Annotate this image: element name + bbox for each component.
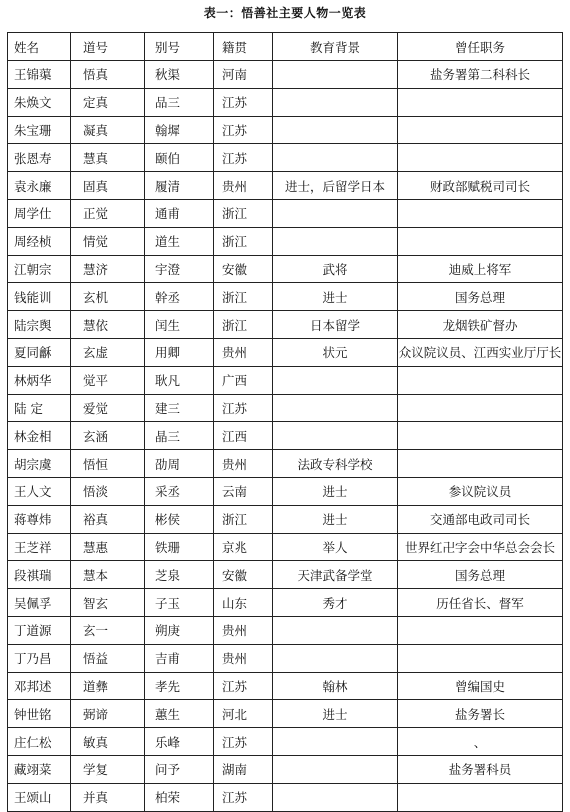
cell-dao-name: 悟益 [71, 644, 145, 672]
cell-native-place: 京兆 [214, 533, 273, 561]
cell-education [273, 422, 398, 450]
cell-positions: 交通部电政司司长 [398, 505, 563, 533]
table-header-row [8, 33, 563, 61]
table-body [8, 61, 563, 812]
cell-name: 庄仁松 [8, 728, 71, 756]
cell-dao-name: 凝真 [71, 116, 145, 144]
cell-education [273, 394, 398, 422]
cell-name: 王人文 [8, 477, 71, 505]
cell-dao-name: 敏真 [71, 728, 145, 756]
table-row [8, 227, 563, 255]
cell-name: 林金相 [8, 422, 71, 450]
cell-native-place: 江苏 [214, 728, 273, 756]
header-dao-name: 道号 [71, 33, 145, 61]
cell-education: 进士 [273, 477, 398, 505]
cell-positions: 盐务署第二科科长 [398, 61, 563, 89]
cell-name: 江朝宗 [8, 255, 71, 283]
cell-positions: 盐务署科员 [398, 755, 563, 783]
table-row [8, 561, 563, 589]
cell-positions [398, 644, 563, 672]
cell-alias: 铁珊 [145, 533, 214, 561]
cell-native-place: 江西 [214, 422, 273, 450]
cell-education [273, 366, 398, 394]
cell-dao-name: 情觉 [71, 227, 145, 255]
table-row [8, 700, 563, 728]
cell-education: 天津武备学堂 [273, 561, 398, 589]
cell-positions: 曾编国史 [398, 672, 563, 700]
cell-alias: 履清 [145, 172, 214, 200]
cell-education [273, 61, 398, 89]
cell-education: 翰林 [273, 672, 398, 700]
cell-name: 王颂山 [8, 783, 71, 811]
cell-native-place: 河北 [214, 700, 273, 728]
cell-education [273, 616, 398, 644]
cell-alias: 芝泉 [145, 561, 214, 589]
cell-dao-name: 裕真 [71, 505, 145, 533]
cell-dao-name: 道彝 [71, 672, 145, 700]
cell-alias: 闰生 [145, 311, 214, 339]
cell-alias: 品三 [145, 88, 214, 116]
cell-dao-name: 弼谛 [71, 700, 145, 728]
cell-dao-name: 觉平 [71, 366, 145, 394]
header-alias: 别号 [145, 33, 214, 61]
cell-alias: 通甫 [145, 199, 214, 227]
cell-native-place: 江苏 [214, 88, 273, 116]
table-row [8, 88, 563, 116]
cell-native-place: 山东 [214, 589, 273, 617]
cell-native-place: 浙江 [214, 227, 273, 255]
cell-name: 陆宗舆 [8, 311, 71, 339]
cell-native-place: 湖南 [214, 755, 273, 783]
header-native-place: 籍贯 [214, 33, 273, 61]
cell-name: 朱宝珊 [8, 116, 71, 144]
cell-dao-name: 玄涵 [71, 422, 145, 450]
cell-dao-name: 玄一 [71, 616, 145, 644]
cell-education: 进士 [273, 505, 398, 533]
cell-alias: 乐峰 [145, 728, 214, 756]
table-row [8, 116, 563, 144]
cell-positions: 世界红卍字会中华总会会长 [398, 533, 563, 561]
table-row [8, 644, 563, 672]
cell-dao-name: 智玄 [71, 589, 145, 617]
cell-positions: 国务总理 [398, 561, 563, 589]
cell-name: 陆 定 [8, 394, 71, 422]
cell-alias: 建三 [145, 394, 214, 422]
table-row [8, 783, 563, 811]
cell-alias: 问予 [145, 755, 214, 783]
table-row [8, 533, 563, 561]
cell-alias: 道生 [145, 227, 214, 255]
cell-positions: 盐务署长 [398, 700, 563, 728]
table-row [8, 477, 563, 505]
table-row [8, 728, 563, 756]
cell-positions [398, 394, 563, 422]
cell-alias: 采丞 [145, 477, 214, 505]
cell-dao-name: 正觉 [71, 199, 145, 227]
cell-education: 进士，后留学日本 [273, 172, 398, 200]
cell-alias: 柏荣 [145, 783, 214, 811]
cell-dao-name: 爱觉 [71, 394, 145, 422]
cell-education [273, 227, 398, 255]
cell-positions [398, 616, 563, 644]
cell-name: 朱焕文 [8, 88, 71, 116]
cell-alias: 孝先 [145, 672, 214, 700]
cell-dao-name: 悟真 [71, 61, 145, 89]
cell-name: 丁道源 [8, 616, 71, 644]
table-row [8, 616, 563, 644]
cell-dao-name: 慧依 [71, 311, 145, 339]
cell-positions [398, 144, 563, 172]
cell-dao-name: 慧惠 [71, 533, 145, 561]
header-education: 教育背景 [273, 33, 398, 61]
cell-education [273, 88, 398, 116]
cell-alias: 宇澄 [145, 255, 214, 283]
table-row [8, 338, 563, 366]
cell-dao-name: 学复 [71, 755, 145, 783]
cell-positions: 历任省长、督军 [398, 589, 563, 617]
cell-name: 钟世铭 [8, 700, 71, 728]
cell-alias: 彬侯 [145, 505, 214, 533]
cell-name: 王锦蕖 [8, 61, 71, 89]
cell-alias: 耿凡 [145, 366, 214, 394]
cell-alias: 朔庚 [145, 616, 214, 644]
cell-education: 日本留学 [273, 311, 398, 339]
cell-name: 吴佩孚 [8, 589, 71, 617]
cell-positions [398, 116, 563, 144]
table-row [8, 755, 563, 783]
table-row [8, 505, 563, 533]
table-row [8, 144, 563, 172]
cell-native-place: 贵州 [214, 172, 273, 200]
table-row [8, 283, 563, 311]
cell-alias: 幹丞 [145, 283, 214, 311]
cell-name: 周学仕 [8, 199, 71, 227]
cell-positions [398, 366, 563, 394]
cell-alias: 秋渠 [145, 61, 214, 89]
cell-dao-name: 悟淡 [71, 477, 145, 505]
cell-native-place: 贵州 [214, 644, 273, 672]
cell-positions [398, 422, 563, 450]
cell-native-place: 江苏 [214, 116, 273, 144]
cell-alias: 晶三 [145, 422, 214, 450]
cell-name: 丁乃昌 [8, 644, 71, 672]
cell-alias: 蕙生 [145, 700, 214, 728]
cell-name: 邓邦述 [8, 672, 71, 700]
cell-native-place: 江苏 [214, 783, 273, 811]
cell-native-place: 浙江 [214, 283, 273, 311]
header-name: 姓名 [8, 33, 71, 61]
cell-education: 举人 [273, 533, 398, 561]
table-title: 表一：悟善社主要人物一览表 [203, 6, 367, 20]
cell-education [273, 644, 398, 672]
cell-native-place: 浙江 [214, 311, 273, 339]
cell-education [273, 755, 398, 783]
cell-positions [398, 450, 563, 478]
table-row [8, 61, 563, 89]
cell-native-place: 广西 [214, 366, 273, 394]
cell-name: 张恩寿 [8, 144, 71, 172]
table-row [8, 672, 563, 700]
cell-positions: 国务总理 [398, 283, 563, 311]
cell-native-place: 江苏 [214, 144, 273, 172]
table-row [8, 311, 563, 339]
cell-name: 林炳华 [8, 366, 71, 394]
cell-positions: 、 [398, 728, 563, 756]
cell-positions: 财政部赋税司司长 [398, 172, 563, 200]
personnel-table [7, 32, 563, 812]
cell-positions: 参议院议员 [398, 477, 563, 505]
cell-alias: 劭周 [145, 450, 214, 478]
cell-positions [398, 88, 563, 116]
table-row [8, 422, 563, 450]
table-row [8, 450, 563, 478]
table-row [8, 589, 563, 617]
header-positions: 曾任职务 [398, 33, 563, 61]
cell-education: 武将 [273, 255, 398, 283]
cell-name: 袁永廉 [8, 172, 71, 200]
cell-name: 周经桢 [8, 227, 71, 255]
table-row [8, 366, 563, 394]
cell-native-place: 贵州 [214, 450, 273, 478]
cell-name: 蒋尊炜 [8, 505, 71, 533]
cell-education: 进士 [273, 700, 398, 728]
cell-native-place: 云南 [214, 477, 273, 505]
cell-education [273, 728, 398, 756]
cell-education [273, 199, 398, 227]
cell-name: 藏翊菜 [8, 755, 71, 783]
cell-alias: 颐伯 [145, 144, 214, 172]
cell-name: 段祺瑞 [8, 561, 71, 589]
cell-dao-name: 固真 [71, 172, 145, 200]
cell-alias: 翰墀 [145, 116, 214, 144]
cell-native-place: 浙江 [214, 505, 273, 533]
cell-dao-name: 慧济 [71, 255, 145, 283]
cell-alias: 用卿 [145, 338, 214, 366]
cell-education: 状元 [273, 338, 398, 366]
cell-dao-name: 并真 [71, 783, 145, 811]
cell-name: 王芝祥 [8, 533, 71, 561]
cell-dao-name: 玄虚 [71, 338, 145, 366]
cell-alias: 子玉 [145, 589, 214, 617]
cell-positions [398, 227, 563, 255]
table-row [8, 199, 563, 227]
cell-alias: 吉甫 [145, 644, 214, 672]
cell-positions: 众议院议员、江西实业厅厅长 [398, 338, 563, 366]
cell-native-place: 安徽 [214, 255, 273, 283]
cell-education [273, 144, 398, 172]
cell-name: 钱能训 [8, 283, 71, 311]
cell-native-place: 江苏 [214, 394, 273, 422]
cell-positions: 龙烟铁矿督办 [398, 311, 563, 339]
cell-dao-name: 定真 [71, 88, 145, 116]
cell-native-place: 贵州 [214, 616, 273, 644]
cell-education [273, 116, 398, 144]
cell-name: 夏同龢 [8, 338, 71, 366]
cell-native-place: 江苏 [214, 672, 273, 700]
table-row [8, 394, 563, 422]
cell-native-place: 贵州 [214, 338, 273, 366]
table-row [8, 172, 563, 200]
cell-name: 胡宗虞 [8, 450, 71, 478]
cell-dao-name: 悟恒 [71, 450, 145, 478]
cell-education [273, 783, 398, 811]
cell-dao-name: 慧本 [71, 561, 145, 589]
cell-dao-name: 慧真 [71, 144, 145, 172]
cell-education: 进士 [273, 283, 398, 311]
cell-education: 秀才 [273, 589, 398, 617]
cell-native-place: 安徽 [214, 561, 273, 589]
cell-education: 法政专科学校 [273, 450, 398, 478]
cell-positions: 迪威上将军 [398, 255, 563, 283]
cell-positions [398, 783, 563, 811]
table-row [8, 255, 563, 283]
cell-native-place: 浙江 [214, 199, 273, 227]
cell-dao-name: 玄机 [71, 283, 145, 311]
cell-positions [398, 199, 563, 227]
cell-native-place: 河南 [214, 61, 273, 89]
